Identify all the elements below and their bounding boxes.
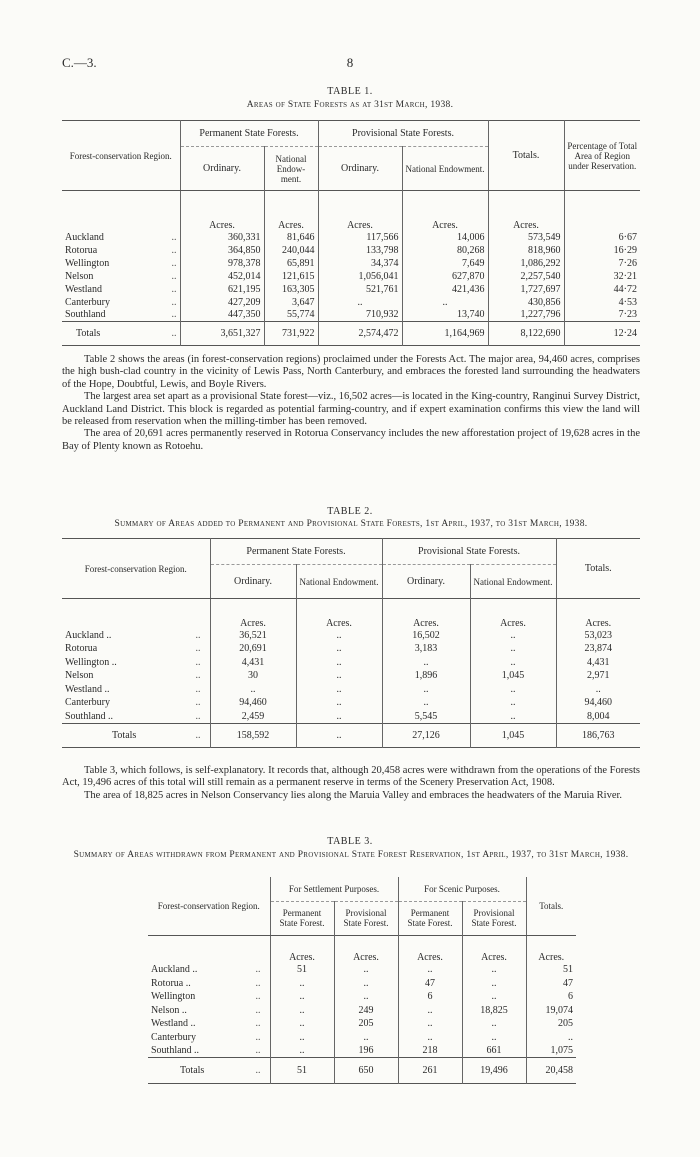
- region-name: Westland: [65, 283, 102, 295]
- region-name: Southland: [65, 309, 106, 321]
- paragraph: Table 2 shows the areas (in forest-conservation regions) proclaimed under the Forests Act. The major area, 94,460 acres, comprises the high bush-clad country in the vicinity of Lewis Pass, North Canterbury, and embraces the forested land surrounding the headwaters of the Hope, Doubtful, Lewis, and Boyle Rivers.: [62, 354, 640, 390]
- table3-grp-scenic: For Scenic Purposes.: [398, 877, 526, 901]
- table2-col-national2: National Endowment.: [470, 565, 556, 599]
- table1-unit: Acres.: [488, 191, 564, 231]
- table1-col-percentage: Percentage of Total Area of Region under Reservation.: [564, 121, 640, 191]
- table3-title: Summary of Areas withdrawn from Permanent and Provisional State Forest Reservation, 1st April, 1937, to 31st March, 1938.: [73, 850, 629, 860]
- table1: [62, 120, 640, 346]
- table2-grp-permanent: Permanent State Forests.: [210, 539, 382, 565]
- table2-col-ordinary: Ordinary.: [210, 565, 296, 599]
- table2-unit: Acres.: [382, 599, 470, 629]
- region-name: Westland ..: [65, 683, 110, 695]
- region-name: Auckland: [65, 231, 104, 243]
- table2-unit: Acres.: [556, 599, 640, 629]
- table3-unit: Acres.: [462, 935, 526, 963]
- table3-unit: Acres.: [270, 935, 334, 963]
- table2-col-region: Forest-conservation Region.: [62, 539, 210, 599]
- paragraph: The largest area set apart as a provisional State forest—viz., 16,502 acres—is located in the King-country, Ranginui Survey District, Auckland Land District. This block is regarded as potential farming-country, and if expert examination confirms this view the land will be released from reservation when the milling-timber has been removed.: [62, 391, 640, 428]
- body-text-1: [62, 354, 640, 453]
- table1-col-national2: National Endowment.: [402, 147, 488, 191]
- paragraph: The area of 20,691 acres permanently reserved in Rotorua Conservancy includes the new afforestation project of 19,628 acres in the Bay of Plenty known as Rotoehu.: [62, 428, 640, 452]
- region-name: Rotorua: [65, 643, 98, 655]
- region-name: Southland ..: [151, 1045, 200, 1056]
- table1-unit: Acres.: [402, 191, 488, 231]
- table-row: Nelson .. 30 .. 1,896 1,045 2,971: [62, 669, 640, 683]
- table2: [62, 538, 640, 748]
- page-number: 8: [346, 55, 354, 70]
- table2-unit: Acres.: [296, 599, 382, 629]
- table3-col-prov: Provisional State Forest.: [334, 901, 398, 935]
- region-name: Auckland ..: [65, 629, 112, 641]
- table1-col-region: Forest-conservation Region.: [62, 121, 180, 191]
- table-row: Rotorua .. 20,691 .. 3,183 .. 23,874: [62, 642, 640, 656]
- table2-col-ordinary2: Ordinary.: [382, 565, 470, 599]
- table3: [148, 877, 576, 1084]
- table1-unit: Acres.: [180, 191, 264, 231]
- region-name: Wellington: [65, 257, 110, 269]
- body-text-2: [62, 765, 640, 802]
- table-row: Nelson .. .. .. 249 .. 18,825 19,074: [148, 1004, 576, 1018]
- table1-col-ordinary: Ordinary.: [180, 147, 264, 191]
- region-name: Rotorua: [65, 244, 98, 256]
- table-row: Westland .. .. .. 205 .. .. 205: [148, 1017, 576, 1031]
- table2-col-national: National Endowment.: [296, 565, 382, 599]
- table2-unit: Acres.: [210, 599, 296, 629]
- totals-row: Totals .. 3,651,327 731,922 2,574,472 1,164,969 8,122,690 12·24: [62, 322, 640, 346]
- region-name: Westland ..: [151, 1018, 196, 1030]
- region-name: Canterbury: [151, 1031, 196, 1043]
- region-name: Nelson: [65, 670, 94, 682]
- table2-title: Summary of Areas added to Permanent and Provisional State Forests, 1st April, 1937, to 31st March, 1938.: [114, 519, 588, 529]
- table3-col-perm2: Permanent State Forest.: [398, 901, 462, 935]
- table-row: Auckland .. .. 36,521 .. 16,502 .. 53,023: [62, 629, 640, 643]
- region-name: Rotorua ..: [151, 977, 191, 989]
- table1-col-totals: Totals.: [488, 121, 564, 191]
- table3-unit: Acres.: [398, 935, 462, 963]
- table3-col-totals: Totals.: [526, 877, 576, 935]
- table-row: Auckland .. .. 51 .. .. .. 51: [148, 963, 576, 977]
- table2-caption: TABLE 2.: [327, 506, 373, 517]
- table1-unit: Acres.: [264, 191, 318, 231]
- table-row: Rotorua .. .. .. .. 47 .. 47: [148, 977, 576, 991]
- table3-unit: Acres.: [334, 935, 398, 963]
- table-row: Nelson .. 452,014 121,615 1,056,041 627,870 2,257,540 32·21: [62, 270, 640, 283]
- region-name: Canterbury: [65, 697, 110, 709]
- table-row: Wellington .. .. .. 6 .. 6: [148, 990, 576, 1004]
- region-name: Canterbury: [65, 296, 110, 308]
- table3-caption: TABLE 3.: [327, 836, 373, 847]
- table-row: Southland .. .. 2,459 .. 5,545 .. 8,004: [62, 710, 640, 724]
- table-row: Canterbury .. 94,460 .. .. .. 94,460: [62, 696, 640, 710]
- table3-grp-settlement: For Settlement Purposes.: [270, 877, 398, 901]
- table-row: Westland .. .. .. .. .. .. ..: [62, 683, 640, 697]
- paragraph: Table 3, which follows, is self-explanatory. It records that, although 20,458 acres were withdrawn from the operations of the Forests Act, 19,496 acres of this total will still remain as a permanent reserve in terms of the Scenery Preservation Act, 1908.: [62, 765, 640, 789]
- region-name: Auckland ..: [151, 964, 198, 976]
- totals-row: Totals .. 51 650 261 19,496 20,458: [148, 1058, 576, 1084]
- region-name: Nelson ..: [151, 1004, 187, 1016]
- table3-col-region: Forest-conservation Region.: [148, 877, 270, 935]
- table-row: Auckland .. 360,331 81,646 117,566 14,006 573,549 6·67: [62, 231, 640, 244]
- table-row: Southland .. .. .. 196 218 661 1,075: [148, 1044, 576, 1058]
- table1-col-ordinary2: Ordinary.: [318, 147, 402, 191]
- table2-unit: Acres.: [470, 599, 556, 629]
- region-name: Wellington: [151, 991, 196, 1003]
- region-name: Nelson: [65, 270, 94, 282]
- totals-row: Totals .. 158,592 .. 27,126 1,045 186,763: [62, 723, 640, 747]
- table2-grp-provisional: Provisional State Forests.: [382, 539, 556, 565]
- table3-col-perm: Permanent State Forest.: [270, 901, 334, 935]
- table-row: Rotorua .. 364,850 240,044 133,798 80,268 818,960 16·29: [62, 244, 640, 257]
- table1-title: Areas of State Forests as at 31st March, 1938.: [246, 100, 454, 110]
- table3-unit: Acres.: [526, 935, 576, 963]
- table1-grp-permanent: Permanent State Forests.: [180, 121, 318, 147]
- table-row: Canterbury .. 427,209 3,647 .. .. 430,856 4·53: [62, 296, 640, 309]
- table2-col-totals: Totals.: [556, 539, 640, 599]
- table-row: Southland .. 447,350 55,774 710,932 13,740 1,227,796 7·23: [62, 309, 640, 322]
- table-row: Canterbury .. .. .. .. .. ..: [148, 1031, 576, 1045]
- region-name: Southland ..: [65, 710, 114, 722]
- table1-caption: TABLE 1.: [327, 86, 373, 97]
- paragraph: The area of 18,825 acres in Nelson Conservancy lies along the Maruia Valley and embraces the headwaters of the Maruia River.: [84, 789, 623, 801]
- table3-col-prov2: Provisional State Forest.: [462, 901, 526, 935]
- table-row: Westland .. 621,195 163,305 521,761 421,436 1,727,697 44·72: [62, 283, 640, 296]
- table-row: Wellington .. .. 4,431 .. .. .. 4,431: [62, 656, 640, 670]
- table1-unit: Acres.: [318, 191, 402, 231]
- report-reference: C.—3.: [62, 55, 97, 70]
- table1-col-national: National Endow-ment.: [264, 147, 318, 191]
- table1-grp-provisional: Provisional State Forests.: [318, 121, 488, 147]
- region-name: Wellington ..: [65, 656, 117, 668]
- table-row: Wellington .. 978,378 65,891 34,374 7,649 1,086,292 7·26: [62, 257, 640, 270]
